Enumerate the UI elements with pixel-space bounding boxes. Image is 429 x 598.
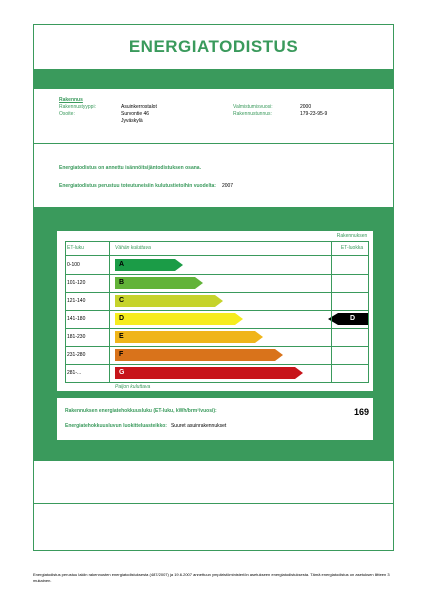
classification-scale-value: Suuret asuinrakennukset	[170, 423, 227, 429]
certificate-title: ENERGIATODISTUS	[128, 37, 299, 56]
scale-row-line	[65, 346, 368, 347]
building-id-label: Rakennustunnus:	[233, 111, 272, 117]
scale-row-line	[65, 382, 368, 383]
class-header-line1: Rakennuksen	[336, 233, 368, 239]
et-value-label: Rakennuksen energiatehokkuusluku (ET-luku, kWh/brm²/vuosi):	[65, 408, 217, 414]
scale-range-label: 141-180	[67, 316, 86, 322]
energy-class-letter: C	[119, 297, 125, 304]
energy-class-letter: D	[119, 315, 125, 322]
section-divider	[34, 143, 393, 144]
energy-class-letter: G	[119, 369, 125, 376]
building-id-value: 179-23-95-9	[300, 111, 328, 117]
building-type-value: Asuinkerrostalot	[121, 104, 157, 110]
scale-row-line	[65, 292, 368, 293]
building-class-marker	[328, 313, 368, 325]
result-box	[57, 398, 373, 440]
scale-row-line	[65, 274, 368, 275]
energy-class-arrow-d	[115, 313, 243, 325]
scale-row-line	[65, 310, 368, 311]
building-section-label: Rakennus	[59, 97, 83, 103]
low-consumption-label: Vähän kuluttava	[115, 245, 151, 251]
consumption-year-value: 2007	[221, 183, 234, 189]
building-class-letter: D	[350, 315, 356, 322]
building-info	[59, 97, 369, 125]
energy-class-arrow-b	[115, 277, 203, 289]
et-value: 169	[354, 407, 370, 417]
scale-left-line	[65, 241, 66, 383]
address-line1: Survontie 46	[121, 111, 150, 117]
energy-class-letter: F	[119, 351, 124, 358]
et-luku-header: ET-luku	[67, 245, 84, 251]
header-green-bar	[34, 69, 393, 89]
scale-header-line	[65, 255, 368, 256]
energy-class-letter: E	[119, 333, 124, 340]
scale-row-line	[65, 328, 368, 329]
address-label: Osoite:	[59, 111, 75, 117]
scale-class-col-line	[331, 241, 332, 383]
energy-class-letter: A	[119, 261, 125, 268]
classification-scale-label: Energiatehokkuusluvun luokitteluasteikko:	[65, 423, 167, 429]
scale-range-label: 121-140	[67, 298, 86, 304]
completion-year-value: 2000	[300, 104, 312, 110]
high-consumption-label: Paljon kuluttava	[115, 384, 151, 390]
scale-range-label: 281-...	[67, 370, 82, 376]
energy-class-arrow-f	[115, 349, 283, 361]
completion-year-label: Valmistumisvuosi:	[233, 104, 273, 110]
energy-class-arrow-c	[115, 295, 223, 307]
classification-scale	[65, 423, 226, 429]
consumption-year-label: Energiatodistus perustuu toteutuneisiin kulutustietoihin vuodelta:	[59, 183, 216, 189]
scale-range-label: 101-120	[67, 280, 86, 286]
scale-range-label: 231-280	[67, 352, 86, 358]
building-type-label: Rakennustyyppi:	[59, 104, 96, 110]
class-header-line2: ET-luokka	[340, 245, 364, 251]
energy-scale-chart	[57, 231, 373, 391]
scale-right-line	[368, 241, 369, 383]
statement-consumption-year	[59, 183, 233, 189]
statement-certificate-basis: Energiatodistus on annettu isännöitsijäntodistuksen osana.	[59, 165, 201, 171]
address-line2: Jyväskylä	[121, 118, 143, 124]
scale-range-label: 181-230	[67, 334, 86, 340]
scale-col-line	[109, 241, 110, 383]
certificate-frame	[33, 24, 394, 551]
legal-footer: Energiatodistus perustuu lakiin rakennusten energiatodistuksesta (487/2007) ja 19.6.2007 annettuun ympäristöministeriön asetukseen energiatodistuksesta. Tämä energiatodistus on asetuksen liitteen 3 mukainen.	[33, 572, 390, 583]
scale-top-line	[65, 241, 368, 242]
bottom-divider	[34, 503, 393, 504]
energy-class-arrow-a	[115, 259, 183, 271]
energy-class-letter: B	[119, 279, 125, 286]
scale-range-label: 0-100	[67, 262, 80, 268]
energy-class-arrow-e	[115, 331, 263, 343]
scale-row-line	[65, 364, 368, 365]
energy-class-arrow-g	[115, 367, 303, 379]
